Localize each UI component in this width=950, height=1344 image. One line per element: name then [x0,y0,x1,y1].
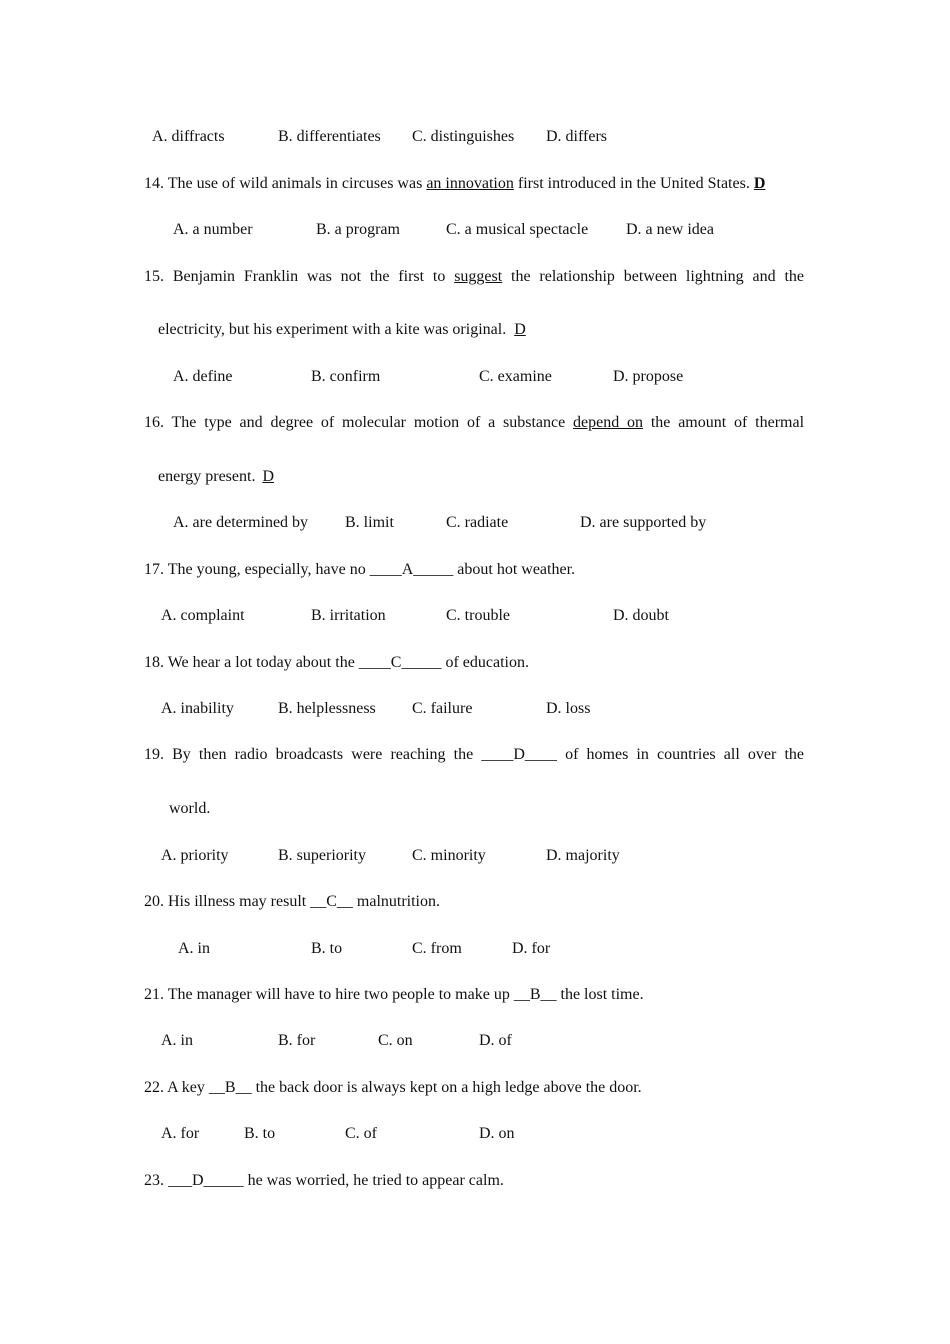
q21-answer: __B__ [513,986,557,1003]
q23-text-before: 23. [144,1172,168,1189]
q15-option-b: B. confirm [311,368,381,385]
q19-option-a: A. priority [161,847,229,864]
q23-text-after: he was worried, he tried to appear calm. [243,1172,504,1189]
q16-answer: D [262,468,275,485]
question-14 [144,174,765,194]
q17-option-d: D. doubt [613,607,669,624]
q21-option-b: B. for [278,1032,316,1049]
q19-text-after: of homes in countries all over the [556,746,804,763]
question-23 [144,1171,504,1191]
question-17 [144,560,575,580]
q14-underlined-phrase: an innovation [426,175,514,192]
q20-option-d: D. for [512,940,551,957]
q18-text-before: 18. We hear a lot today about the [144,654,359,671]
q21-text-before: 21. The manager will have to hire two people to make up [144,986,514,1003]
q16-underlined-phrase: depend on [573,414,644,431]
question-22 [144,1078,642,1098]
q17-answer: ____A_____ [369,561,454,578]
q16-option-d: D. are supported by [580,514,707,531]
q15-underlined-word: suggest [454,268,503,285]
question-19-line1 [144,745,804,765]
q14-option-a: A. a number [173,221,253,238]
q14-text-after: first introduced in the United States. [513,175,754,192]
q20-answer: __C__ [310,893,353,910]
q13-option-b: B. differentiates [278,128,381,145]
q21-option-d: D. of [479,1032,512,1049]
q15-text-before: 15. Benjamin Franklin was not the first to [144,268,455,285]
q21-text-after: the lost time. [556,986,644,1003]
q16-option-b: B. limit [345,514,394,531]
q17-option-c: C. trouble [446,607,510,624]
q20-text-after: malnutrition. [352,893,440,910]
q22-text-after: the back door is always kept on a high ledge above the door. [251,1079,642,1096]
q15-line2-text: electricity, but his experiment with a kite was original. [158,321,511,338]
q14-option-c: C. a musical spectacle [446,221,589,238]
q15-text-after: the relationship between lightning and the [502,268,804,285]
question-15-line1 [144,267,804,287]
q19-answer: ____D____ [481,746,557,763]
q20-option-a: A. in [178,940,210,957]
q13-option-c: C. distinguishes [412,128,515,145]
q18-option-d: D. loss [546,700,591,717]
q15-option-d: D. propose [613,368,684,385]
q16-option-a: A. are determined by [173,514,309,531]
q20-option-b: B. to [311,940,343,957]
q16-option-c: C. radiate [446,514,509,531]
q20-text-before: 20. His illness may result [144,893,311,910]
q20-option-c: C. from [412,940,462,957]
q18-text-after: of education. [441,654,529,671]
question-20 [144,892,440,912]
question-16-line2 [158,467,277,487]
q15-option-c: C. examine [479,368,552,385]
q16-text-after: the amount of thermal [643,414,805,431]
q22-option-c: C. of [345,1125,377,1142]
q14-option-b: B. a program [316,221,400,238]
q22-option-a: A. for [161,1125,200,1142]
q18-option-c: C. failure [412,700,473,717]
q15-option-a: A. define [173,368,233,385]
q19-text-before: 19. By then radio broadcasts were reaching the [144,746,482,763]
q22-option-b: B. to [244,1125,276,1142]
q22-option-d: D. on [479,1125,515,1142]
question-16-line1 [144,413,804,433]
q13-option-a: A. diffracts [152,128,225,145]
question-19-line2: world. [169,800,211,817]
q19-option-c: C. minority [412,847,486,864]
question-18 [144,653,529,673]
q21-option-c: C. on [378,1032,413,1049]
q15-answer: D [514,321,526,338]
q17-option-a: A. complaint [161,607,245,624]
q22-answer: __B__ [208,1079,252,1096]
question-21 [144,985,644,1005]
q17-text-after: about hot weather. [453,561,576,578]
q19-option-d: D. majority [546,847,620,864]
q16-line2-text: energy present. [158,468,260,485]
q19-option-b: B. superiority [278,847,366,864]
q14-option-d: D. a new idea [626,221,714,238]
q14-answer: D [753,175,766,192]
question-15-line2 [158,320,530,340]
q18-option-a: A. inability [161,700,234,717]
q22-text-before: 22. A key [144,1079,209,1096]
q17-option-b: B. irritation [311,607,386,624]
q14-text-before: 14. The use of wild animals in circuses was [144,175,427,192]
q23-answer: ___D_____ [168,1172,244,1189]
q18-answer: ____C_____ [358,654,442,671]
q16-text-before: 16. The type and degree of molecular motion of a substance [144,414,574,431]
q21-option-a: A. in [161,1032,193,1049]
q13-option-d: D. differs [546,128,608,145]
q18-option-b: B. helplessness [278,700,376,717]
q17-text-before: 17. The young, especially, have no [144,561,370,578]
